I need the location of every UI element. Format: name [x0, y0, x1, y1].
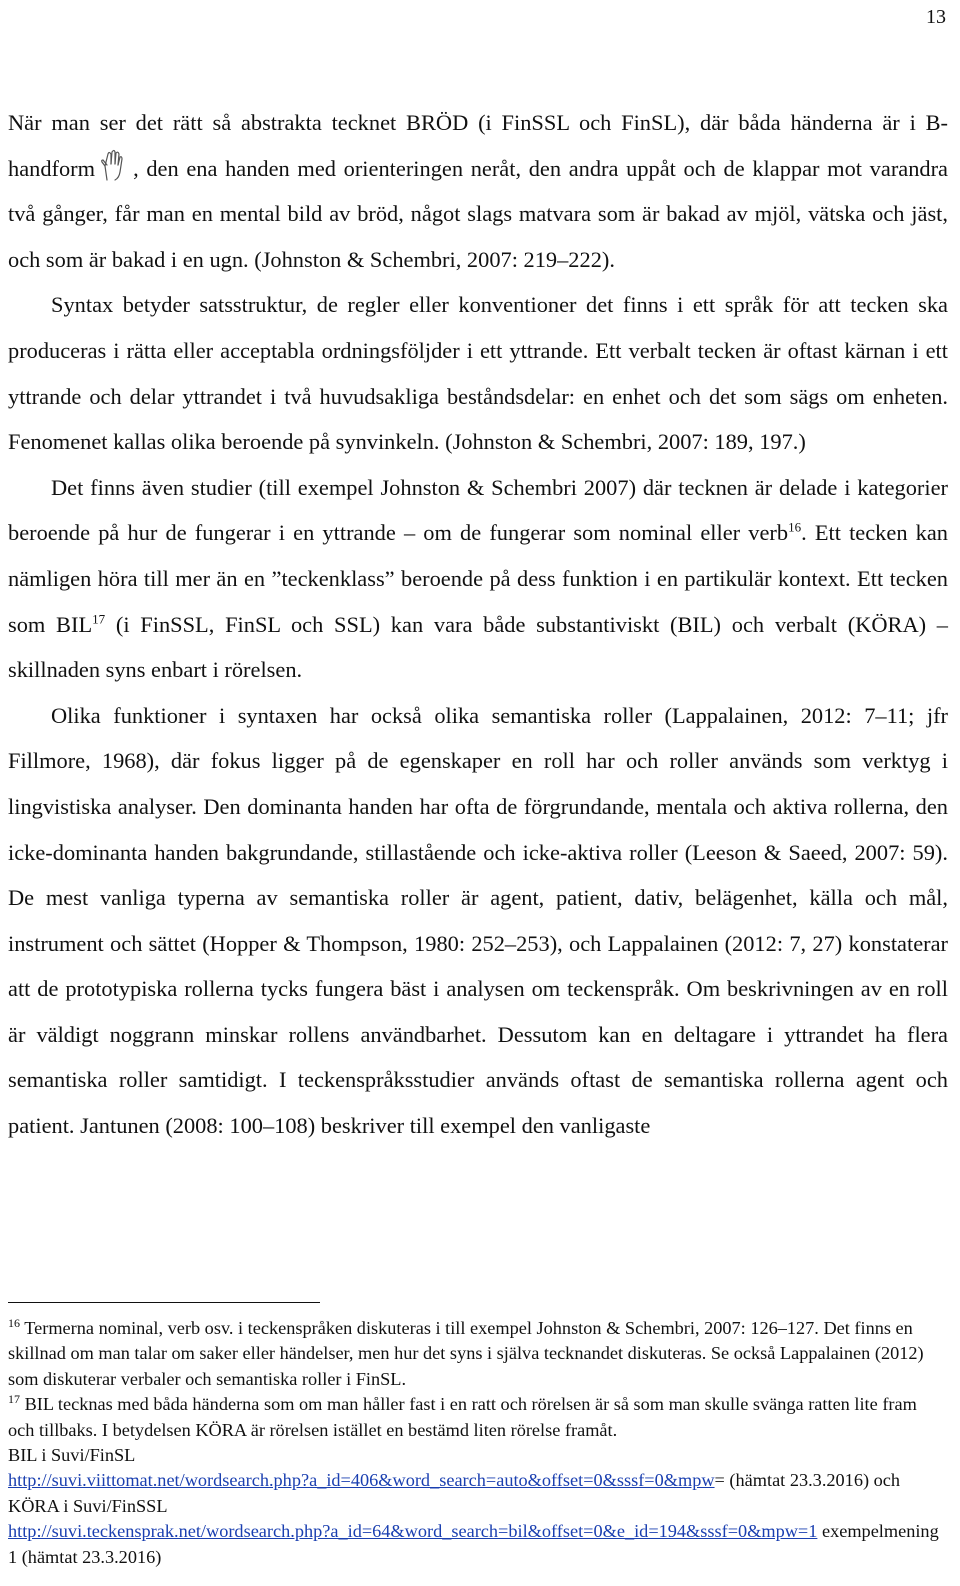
paragraph-1-part-b: , den ena handen med orienteringen neråt, den andra uppåt och de klappar mot varandra två gånger, får man en mental bild av bröd, något slags matvara som är bakad av mjöl, vätska och jäst, och som är bakad i en ugn. (Johnston & Schembri, 2007: 219–222).: [8, 155, 948, 272]
footnote-17-bil-label: BIL i Suvi/FinSL: [8, 1445, 136, 1466]
footnote-16-number: 16: [8, 1315, 20, 1330]
body-text: [8, 100, 948, 1149]
footnote-17: [8, 1392, 942, 1443]
paragraph-1-part-a: När man ser det rätt så abstrakta tecknet BRÖD (i FinSSL och FinSL), där båda händerna är i B-handform: [8, 110, 948, 181]
footnotes: [8, 1316, 942, 1570]
footnote-16-text: Termerna nominal, verb osv. i teckenspråken diskuteras i till exempel Johnston & Schembri, 2007: 126–127. Det finns en skillnad om man talar om saker eller händelser, men hur det syns i själva tecknandet diskuteras. Se också Lappalainen (2012) som diskuterar verbaler och semantiska roller i FinSL.: [8, 1318, 924, 1389]
paragraph-1: [8, 100, 948, 282]
suvi-bil-link[interactable]: http://suvi.viittomat.net/wordsearch.php?a_id=406&word_search=auto&offset=0&sssf=0&mpw: [8, 1470, 715, 1491]
footnote-17-line-link1: [8, 1468, 942, 1519]
footnote-17-line-link2: [8, 1519, 942, 1570]
paragraph-3-part-b: . Ett tecken kan nämligen höra till mer än en ”teckenklass” beroende på dess funktion i en partikulär kontext. Ett tecken som BIL: [8, 520, 948, 637]
footnote-17-after-link2: exempelmening 1 (hämtat 23.3.2016): [8, 1521, 939, 1567]
paragraph-3-part-c: (i FinSSL, FinSL och SSL) kan vara både substantiviskt (BIL) och verbalt (KÖRA) – skillnaden syns enbart i rörelsen.: [8, 611, 949, 683]
b-handshape-icon: [99, 148, 129, 182]
footnote-ref-16[interactable]: 16: [788, 519, 802, 535]
page-number: 13: [926, 6, 946, 28]
suvi-kora-link[interactable]: http://suvi.teckensprak.net/wordsearch.php?a_id=64&word_search=bil&offset=0&e_id=194&sssf=0&mpw=1: [8, 1521, 818, 1542]
paragraph-3-part-a: Det finns även studier (till exempel Johnston & Schembri 2007) där tecknen är delade i kategorier beroende på hur de fungerar i en yttrande – om de fungerar som nominal eller verb: [8, 474, 948, 546]
paragraph-2: Syntax betyder satsstruktur, de regler eller konventioner det finns i ett språk för att tecken ska produceras i rätta eller acceptabla ordningsföljder i ett yttrande. Ett verbalt tecken är oftast kärnan i ett yttrande och delar yttrandet i två huvudsakliga beståndsdelar: en enhet och det som sägs om enheten. Fenomenet kallas olika beroende på synvinkeln. (Johnston & Schembri, 2007: 189, 197.): [8, 292, 948, 455]
paragraph-3: [8, 465, 948, 693]
footnote-17-number: 17: [8, 1392, 20, 1407]
footnote-17-after-link1: = (hämtat 23.3.2016) och KÖRA i Suvi/FinSSL: [8, 1470, 901, 1516]
paragraph-4: Olika funktioner i syntaxen har också olika semantiska roller (Lappalainen, 2012: 7–11; jfr Fillmore, 1968), där fokus ligger på de egenskaper en roll har och roller används som verktyg i lingvistiska analyser. Den dominanta handen har ofta de förgrundande, mentala och aktiva rollerna, den icke-dominanta handen bakgrundande, stillastående och icke-aktiva roller (Leeson & Saeed, 2007: 59). De mest vanliga typerna av semantiska roller är agent, patient, dativ, belägenhet, källa och mål, instrument och sättet (Hopper & Thompson, 1980: 252–253), och Lappalainen (2012: 7, 27) konstaterar att de prototypiska rollerna tycks fungera bäst i analysen om teckenspråk. Om beskrivningen av en roll är väldigt noggrann minskar rollens användbarhet. Dessutom kan en deltagare i yttrandet ha flera semantiska roller samtidigt. I teckenspråksstudier används oftast de semantiska rollerna agent och patient. Jantunen (2008: 100–108) beskriver till exempel den vanligaste: [8, 702, 948, 1139]
footnote-ref-17[interactable]: 17: [92, 611, 106, 627]
footnote-17-text: BIL tecknas med båda händerna som om man håller fast i en ratt och rörelsen är så som man skulle svänga ratten lite fram och tillbaks. I betydelsen KÖRA är rörelsen istället en bestämd liten rörelse framåt.: [8, 1394, 917, 1440]
footnote-divider: [8, 1302, 320, 1303]
footnote-16: [8, 1316, 942, 1392]
